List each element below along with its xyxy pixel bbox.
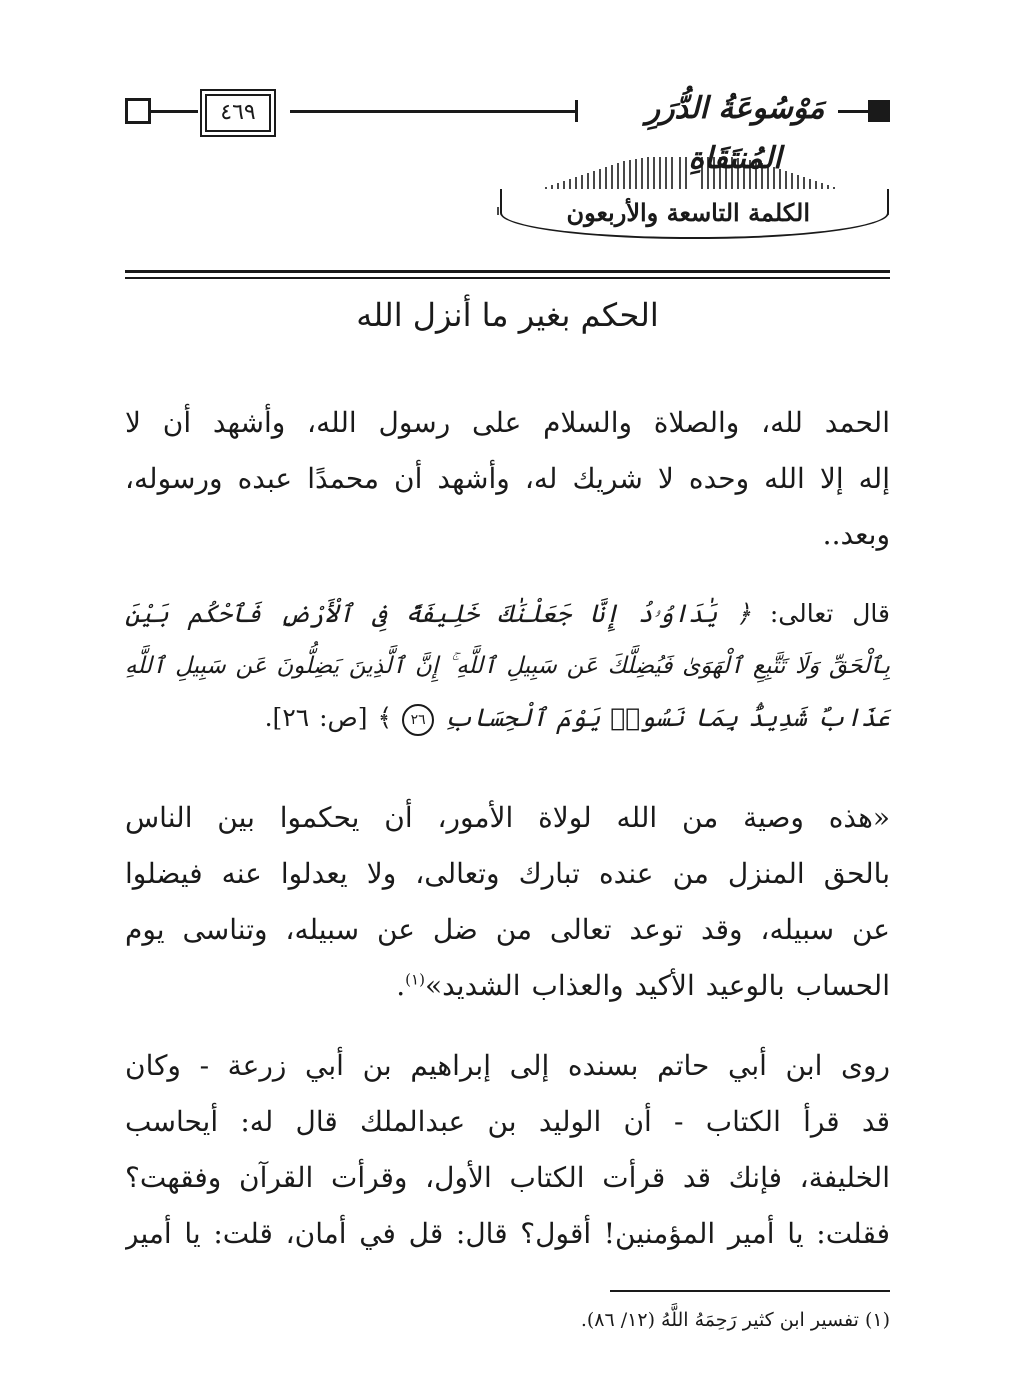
page-number: ٤٦٩	[220, 100, 256, 125]
page-number-box	[205, 94, 271, 132]
quran-close-bracket: ﴾	[377, 703, 393, 732]
header-line-middle	[290, 110, 575, 113]
quran-line	[125, 588, 890, 640]
paragraph-line: فقلت: يا أمير المؤمنين! أقول؟ قال: قل في أمان، قلت: يا أمير	[125, 1217, 890, 1250]
quran-verse-part: عَذَابٌ شَدِيدٌۢ بِمَا نَسُوا۟ يَوْمَ ٱلْحِسَابِ	[444, 703, 890, 732]
header-square-right	[868, 100, 890, 122]
paragraph-line: روى ابن أبي حاتم بسنده إلى إبراهيم بن أبي زرعة - وكان	[125, 1049, 890, 1082]
page-title: الحكم بغير ما أنزل الله	[356, 296, 659, 334]
paragraph-line: الخليفة، فإنك قد قرأت الكتاب الأول، وقرأت القرآن وفقهت؟	[125, 1161, 890, 1194]
paragraph-line: وبعد..	[822, 518, 890, 551]
quran-line	[125, 692, 890, 744]
quran-reference: [ص: ٢٦].	[264, 703, 368, 732]
quran-verse-part: ﴿ يَٰدَاوُۥدُ إِنَّا جَعَلْنَٰكَ خَلِيفَةً فِى ٱلْأَرْضِ فَٱحْكُم بَيْنَ	[125, 599, 751, 628]
paragraph-opening	[125, 395, 890, 563]
paragraph-line-text: الحساب بالوعيد الأكيد والعذاب الشديد»	[424, 969, 890, 1002]
paragraph-line: الحمد لله، والصلاة والسلام على رسول الله، وأشهد أن لا	[125, 406, 890, 439]
footnote-rule	[610, 1290, 890, 1292]
paragraph-line: بالحق المنزل من عنده تبارك وتعالى، ولا يعدلوا عنه فيضلوا	[125, 857, 890, 890]
header-line-right-short	[838, 110, 868, 113]
quran-verse-part: بِٱلْحَقِّ وَلَا تَتَّبِعِ ٱلْهَوَىٰ فَيُضِلَّكَ عَن سَبِيلِ ٱللَّهِ ۚ إِنَّ ٱلَّذِينَ يَضِلُّونَ عَن سَبِيلِ ٱللَّهِ	[125, 653, 890, 679]
paragraph-line: قد قرأ الكتاب - أن الوليد بن عبدالملك قال له: أيحاسب	[125, 1105, 890, 1138]
chapter-title: الكلمة التاسعة والأربعون	[566, 198, 810, 227]
title-rule-thick	[125, 270, 890, 273]
paragraph-quote	[125, 790, 890, 1014]
header-line-left-short	[150, 110, 198, 113]
paragraph-line-end: .	[396, 969, 406, 1002]
paragraph-line	[125, 958, 890, 1014]
quran-intro: قال تعالى:	[751, 599, 890, 628]
footnote-reference[interactable]: (١)	[405, 970, 425, 989]
paragraph-line: إله إلا الله وحده لا شريك له، وأشهد أن محمدًا عبده ورسوله،	[125, 462, 890, 495]
chapter-banner	[490, 155, 895, 255]
header-line-middle-cap	[575, 100, 578, 122]
ayah-number-mark: ٢٦	[402, 704, 434, 736]
title-rule-thin	[125, 277, 890, 279]
paragraph-quran	[125, 588, 890, 744]
paragraph-narration	[125, 1038, 890, 1262]
header-square-left	[125, 98, 151, 124]
page-header	[0, 80, 1015, 176]
footnote: (١) تفسير ابن كثير رَحِمَهُ اللَّهُ (١٢/ ٨٦).	[580, 1309, 890, 1331]
paragraph-line: «هذه وصية من الله لولاة الأمور، أن يحكموا بين الناس	[125, 801, 890, 834]
book-title: مَوْسُوعَةُ الدُّرَرِ المُنتَقَاةِ	[645, 91, 825, 176]
paragraph-line: عن سبيله، وقد توعد تعالى من ضل عن سبيله، وتناسى يوم	[125, 913, 890, 946]
